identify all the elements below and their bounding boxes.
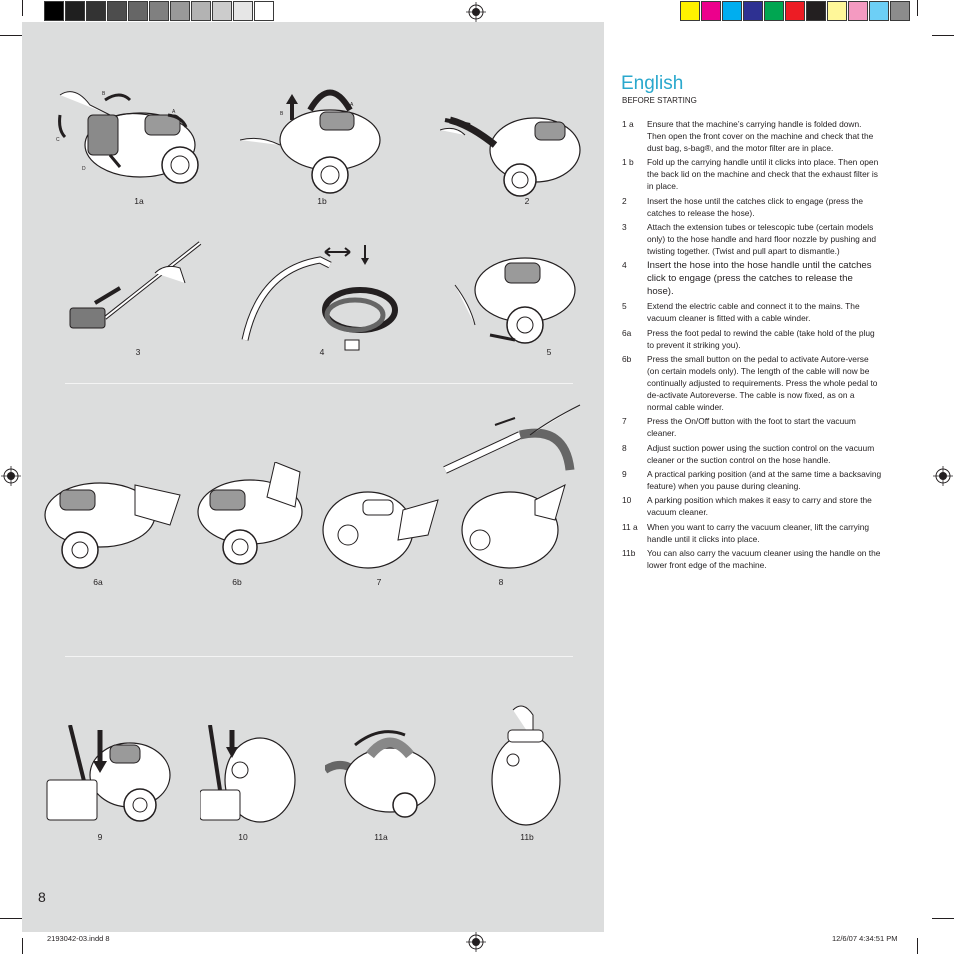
step-number: 6b: [622, 354, 632, 365]
figure-label: 9: [97, 832, 103, 842]
registration-mark-right-icon: [933, 466, 953, 486]
illustration-9-parking-position: [45, 725, 175, 830]
registration-mark-left-icon: [1, 466, 21, 486]
figure-label: 1a: [134, 196, 144, 206]
illustration-2-insert-hose: [440, 100, 585, 200]
registration-mark-top-icon: [466, 2, 486, 22]
color-swatch: [701, 1, 721, 21]
illustration-3-extension-tubes: [65, 238, 210, 348]
color-swatch: [890, 1, 910, 21]
crop-mark-tr-h: [932, 35, 954, 36]
crop-mark-tl-h: [0, 35, 22, 36]
svg-text:D: D: [82, 166, 86, 172]
crop-mark-tl-v: [22, 0, 23, 16]
step-number: 3: [622, 222, 627, 233]
footer-filename: 2193042-03.indd 8: [47, 934, 110, 943]
row-divider-2: [65, 656, 573, 657]
step-number: 5: [622, 301, 627, 312]
crop-mark-bl-h: [0, 918, 22, 919]
grayscale-swatch: [254, 1, 274, 21]
illustration-4-hose-into-handle: [240, 240, 400, 355]
color-swatch: [743, 1, 763, 21]
figure-label: 6a: [93, 577, 103, 587]
step-text: Extend the electric cable and connect it to the mains. The vacuum cleaner is fitted with a cable winder.: [647, 301, 860, 324]
grayscale-swatch: [86, 1, 106, 21]
grayscale-swatch: [44, 1, 64, 21]
grayscale-swatch: [212, 1, 232, 21]
color-swatch: [869, 1, 889, 21]
step-text: Press the On/Off button with the foot to start the vacuum cleaner.: [647, 416, 856, 439]
instruction-step: [622, 328, 882, 352]
step-text: Fold up the carrying handle until it clicks into place. Then open the back lid on the machine and check that the exhaust filter is in place.: [647, 157, 879, 192]
illustration-1a-open-front-cover: [50, 85, 200, 195]
instruction-step: [622, 301, 882, 325]
step-text: Adjust suction power using the suction control on the vacuum cleaner or the suction control on the hose handle.: [647, 442, 875, 465]
figure-label: 3: [135, 347, 141, 357]
crop-mark-tr-v: [917, 0, 918, 16]
color-swatch: [806, 1, 826, 21]
instruction-step: [622, 196, 882, 220]
step-number: 7: [622, 416, 627, 427]
figure-label: 5: [546, 347, 552, 357]
step-text: Insert the hose into the hose handle until the catches click to engage (press the catches to release the hose).: [647, 260, 872, 297]
crop-mark-bl-v: [22, 938, 23, 954]
figure-label: 8: [498, 577, 504, 587]
figure-label: 6b: [232, 577, 242, 587]
step-number: 4: [622, 260, 627, 271]
color-swatch: [785, 1, 805, 21]
grayscale-swatch: [233, 1, 253, 21]
instruction-step: [622, 469, 882, 493]
grayscale-swatch: [107, 1, 127, 21]
figure-label: 2: [524, 196, 530, 206]
callout-b: B: [102, 91, 106, 97]
step-number: 11b: [622, 548, 636, 559]
step-number: 1 a: [622, 119, 634, 129]
step-text: A parking position which makes it easy to carry and store the vacuum cleaner.: [647, 495, 872, 518]
crop-mark-br-v: [917, 938, 918, 954]
step-text: A practical parking position (and at the same time a backsaving feature) when you pause during cleaning.: [647, 469, 882, 491]
grayscale-swatch: [191, 1, 211, 21]
figure-label: 11a: [374, 832, 388, 842]
step-text: Attach the extension tubes or telescopic tube (certain models only) to the hose handle and hard floor nozzle by pushing and twisting together. (Twist and pull apart to dismantle.): [647, 222, 877, 256]
svg-text:A: A: [172, 109, 176, 115]
instruction-step: [622, 495, 882, 519]
instruction-step: [622, 354, 882, 414]
illustration-1b-carrying-handle: [240, 80, 390, 195]
registration-mark-bottom-icon: [466, 932, 486, 952]
footer-timestamp: 12/6/07 4:34:51 PM: [832, 934, 898, 943]
language-title: English: [621, 73, 684, 94]
illustration-10-storage-position: [200, 725, 300, 830]
figure-label: 10: [238, 832, 248, 842]
instruction-step: [622, 522, 882, 546]
row-divider-1: [65, 383, 573, 384]
svg-text:A: A: [350, 102, 354, 108]
page-number: 8: [38, 889, 46, 905]
color-swatch: [764, 1, 784, 21]
instruction-step: [622, 222, 882, 258]
illustration-8-suction-control: [440, 400, 585, 575]
step-number: 10: [622, 495, 632, 506]
step-text: Press the small button on the pedal to activate Autore-verse (on certain models only). The length of the cable will now be continually adjusted to requirements. Press the whole pedal to de-activate Autoreverse. The cable is now fixed, as on a normal cable winder.: [647, 354, 878, 412]
instruction-step: [622, 260, 882, 298]
figure-label: 1b: [317, 196, 327, 206]
illustration-6b-autoreverse: [195, 462, 310, 567]
step-text: Insert the hose until the catches click to engage (press the catches to release the hose).: [647, 195, 864, 218]
color-swatch: [680, 1, 700, 21]
instruction-step: [622, 443, 882, 467]
step-number: 6a: [622, 327, 632, 338]
step-text: You can also carry the vacuum cleaner using the handle on the lower front edge of the machine.: [647, 548, 881, 571]
instruction-steps-list: [622, 119, 882, 575]
step-text: When you want to carry the vacuum cleaner, lift the carrying handle until it clicks into place.: [647, 521, 870, 544]
step-number: 2: [622, 195, 627, 206]
grayscale-swatch: [149, 1, 169, 21]
instruction-step: [622, 157, 882, 193]
color-swatch: [848, 1, 868, 21]
step-number: 1 b: [622, 157, 634, 168]
illustration-11b-front-handle: [488, 700, 563, 830]
step-number: 9: [622, 469, 627, 480]
step-number: 11 a: [622, 521, 638, 532]
instruction-step: [622, 548, 882, 572]
illustration-11a-lift-handle: [325, 725, 445, 820]
svg-text:B: B: [280, 111, 284, 117]
color-swatch: [722, 1, 742, 21]
figure-label: 11b: [520, 832, 534, 842]
step-number: 8: [622, 442, 627, 453]
section-title: BEFORE STARTING: [622, 96, 697, 105]
instruction-step: [622, 119, 882, 155]
step-text: Press the foot pedal to rewind the cable (take hold of the plug to prevent it striking you).: [647, 327, 875, 350]
illustration-7-on-off-button: [318, 480, 443, 575]
figure-label: 7: [376, 577, 382, 587]
grayscale-swatch: [128, 1, 148, 21]
figure-label: 4: [319, 347, 325, 357]
svg-text:C: C: [56, 137, 60, 143]
illustration-5-connect-mains: [450, 245, 585, 345]
step-text: Ensure that the machine’s carrying handle is folded down. Then open the front cover on the machine and check that the dust bag, s-bag®, and the motor filter are in place.: [647, 119, 874, 153]
illustration-6a-rewind-cable: [40, 470, 185, 570]
crop-mark-br-h: [932, 918, 954, 919]
instruction-step: [622, 416, 882, 440]
color-swatch: [827, 1, 847, 21]
grayscale-swatch: [65, 1, 85, 21]
grayscale-swatch: [170, 1, 190, 21]
